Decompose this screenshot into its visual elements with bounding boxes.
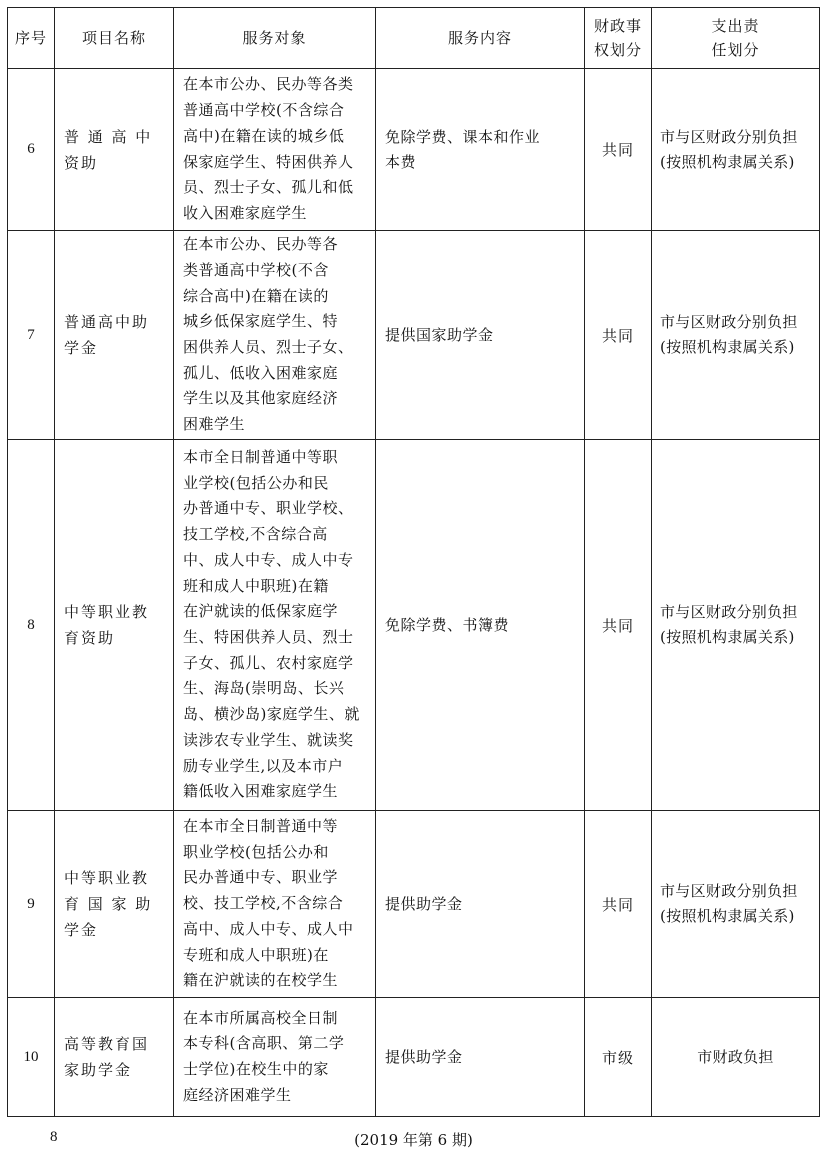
row-project-name: 高等教育国 家助学金 [55,998,174,1117]
table-row [8,231,820,440]
row-content: 免除学费、书簿费 [376,440,585,811]
row-project-name: 普通高中助 学金 [55,231,174,440]
table-header-row [8,8,820,69]
subsidy-table [7,7,820,1117]
row-project-name: 中等职业教 育资助 [55,440,174,811]
table-row [8,811,820,998]
row-content: 提供国家助学金 [376,231,585,440]
table-row [8,998,820,1117]
row-authority: 市级 [585,998,652,1117]
header-content: 服务内容 [376,8,585,69]
row-responsibility: 市与区财政分别负担 (按照机构隶属关系) [652,69,820,231]
row-target: 本市全日制普通中等职 业学校(包括公办和民 办普通中专、职业学校、 技工学校,不含综合高 中、成人中专、成人中专 班和成人中职班)在籍 在沪就读的低保家庭学 生、特困供养人员、烈士 子女、孤儿、农村家庭学 生、海岛(崇明岛、长兴 岛、横沙岛)家庭学生、就 读涉农专业学生、就读奖 励专业学生,以及本市户 籍低收入困难家庭学生 [174,440,376,811]
issue-label: (2019 年第 6 期) [354,1131,473,1149]
row-responsibility: 市与区财政分别负担 (按照机构隶属关系) [652,440,820,811]
header-name: 项目名称 [55,8,174,69]
row-seq: 10 [8,998,55,1117]
row-authority: 共同 [585,69,652,231]
header-responsibility: 支出责 任划分 [652,8,820,69]
row-authority: 共同 [585,440,652,811]
row-responsibility: 市与区财政分别负担 (按照机构隶属关系) [652,811,820,998]
row-seq: 9 [8,811,55,998]
row-content: 提供助学金 [376,811,585,998]
row-project-name: 中等职业教 育 国 家 助 学金 [55,811,174,998]
row-target: 在本市公办、民办等各类 普通高中学校(不含综合 高中)在籍在读的城乡低 保家庭学生、特困供养人 员、烈士子女、孤儿和低 收入困难家庭学生 [174,69,376,231]
header-seq: 序号 [8,8,55,69]
header-authority: 财政事 权划分 [585,8,652,69]
row-target: 在本市所属高校全日制 本专科(含高职、第二学 士学位)在校生中的家 庭经济困难学生 [174,998,376,1117]
row-authority: 共同 [585,811,652,998]
row-content: 免除学费、课本和作业 本费 [376,69,585,231]
row-responsibility: 市与区财政分别负担 (按照机构隶属关系) [652,231,820,440]
page-number: 8 [50,1129,58,1145]
row-responsibility: 市财政负担 [652,998,820,1117]
header-target: 服务对象 [174,8,376,69]
row-target: 在本市全日制普通中等 职业学校(包括公办和 民办普通中专、职业学 校、技工学校,不含综合 高中、成人中专、成人中 专班和成人中职班)在 籍在沪就读的在校学生 [174,811,376,998]
row-authority: 共同 [585,231,652,440]
table-row [8,69,820,231]
row-seq: 8 [8,440,55,811]
row-seq: 7 [8,231,55,440]
table-row [8,440,820,811]
row-project-name: 普 通 高 中 资助 [55,69,174,231]
row-seq: 6 [8,69,55,231]
row-content: 提供助学金 [376,998,585,1117]
row-target: 在本市公办、民办等各 类普通高中学校(不含 综合高中)在籍在读的 城乡低保家庭学生、特 困供养人员、烈士子女、 孤儿、低收入困难家庭 学生以及其他家庭经济 困难学生 [174,231,376,440]
